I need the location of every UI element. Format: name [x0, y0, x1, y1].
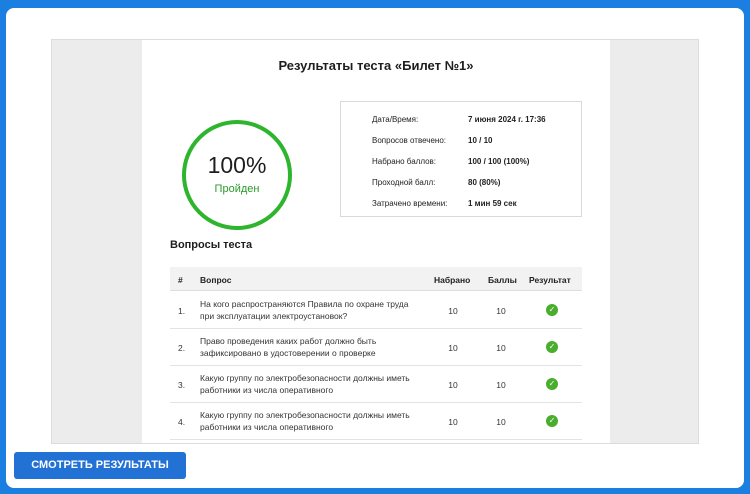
table-header: [170, 267, 582, 291]
check-circle-icon: ✓: [546, 304, 558, 316]
row-got: 10: [448, 306, 458, 316]
info-label: Проходной балл:: [372, 178, 436, 187]
info-label: Набрано баллов:: [372, 157, 436, 166]
row-points: 10: [496, 417, 506, 427]
summary-box: [340, 101, 582, 217]
info-label: Дата/Время:: [372, 115, 419, 124]
questions-heading: Вопросы теста: [170, 239, 253, 251]
row-got: 10: [448, 417, 458, 427]
info-value: 1 мин 59 сек: [468, 199, 517, 208]
col-num: #: [178, 275, 183, 285]
col-points: Баллы: [488, 275, 517, 285]
check-circle-icon: ✓: [546, 415, 558, 427]
row-points: 10: [496, 306, 506, 316]
info-value: 7 июня 2024 г. 17:36: [468, 115, 546, 124]
info-label: Вопросов отвечено:: [372, 136, 447, 145]
dialog-card: [6, 8, 744, 488]
info-value: 100 / 100 (100%): [468, 157, 530, 166]
col-result: Результат: [529, 275, 571, 285]
row-got: 10: [448, 343, 458, 353]
view-results-button[interactable]: СМОТРЕТЬ РЕЗУЛЬТАТЫ: [14, 452, 186, 479]
check-circle-icon: ✓: [546, 378, 558, 390]
check-circle-icon: ✓: [546, 341, 558, 353]
col-got: Набрано: [434, 275, 471, 285]
score-ring: [182, 120, 292, 230]
row-number: 2.: [178, 343, 186, 353]
row-number: 3.: [178, 380, 186, 390]
report-title: Результаты теста «Билет №1»: [278, 58, 474, 73]
row-question: Право проведения каких работ должно быть зафиксировано в удостоверении о проверке: [200, 336, 377, 358]
row-question: Какую группу по электробезопасности должны иметь работники из числа оперативного: [200, 373, 410, 395]
row-number: 1.: [178, 306, 186, 316]
row-got: 10: [448, 380, 458, 390]
info-value: 10 / 10: [468, 136, 493, 145]
pass-status: Пройден: [214, 183, 260, 195]
table-row: [170, 366, 582, 403]
report-page: [142, 40, 610, 444]
row-question: Какую группу по электробезопасности должны иметь работники из числа оперативного: [200, 410, 410, 432]
info-value: 80 (80%): [468, 178, 501, 187]
table-row: [170, 329, 582, 366]
col-question: Вопрос: [200, 275, 232, 285]
score-percent: 100%: [207, 152, 267, 178]
document-viewer[interactable]: [51, 39, 699, 444]
row-points: 10: [496, 343, 506, 353]
row-number: 4.: [178, 417, 186, 427]
row-points: 10: [496, 380, 506, 390]
info-label: Затрачено времени:: [372, 199, 448, 208]
table-row: [170, 292, 582, 329]
row-question: На кого распространяются Правила по охране труда при эксплуатации электроустановок?: [200, 299, 409, 321]
table-row: [170, 403, 582, 440]
